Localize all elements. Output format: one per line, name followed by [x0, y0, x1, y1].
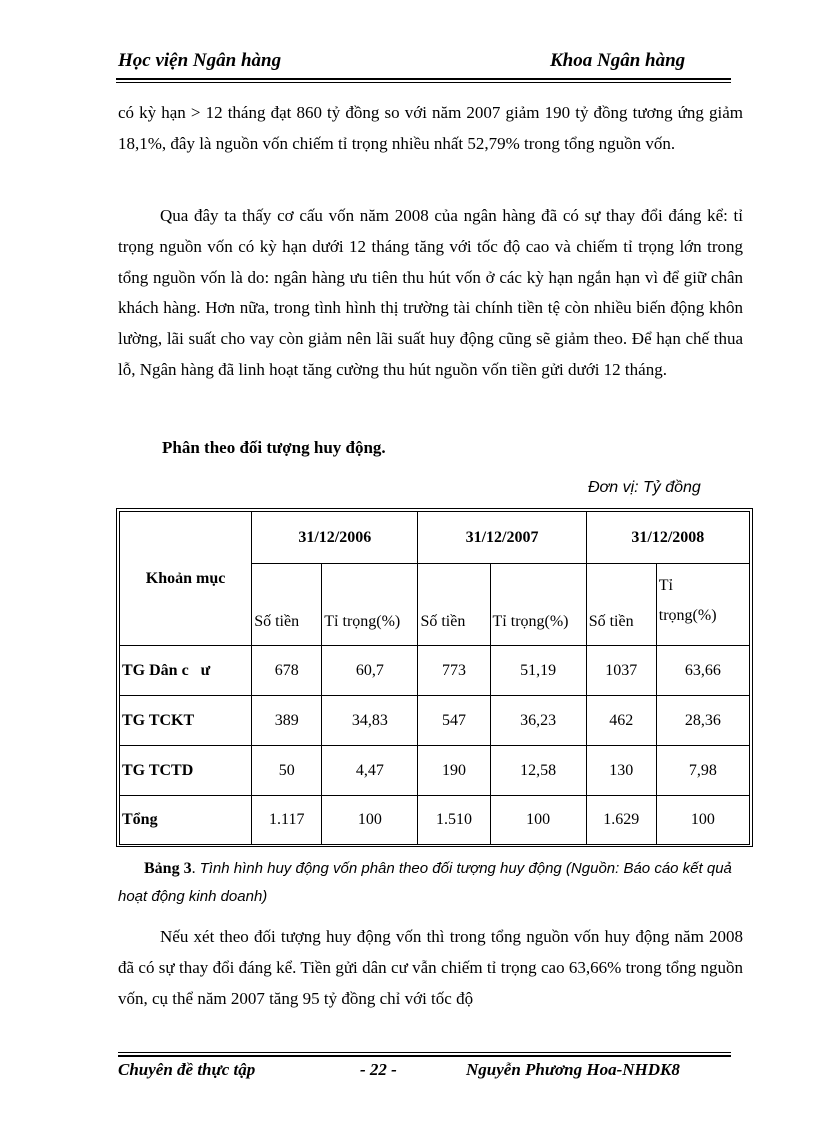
unit-label: Đơn vị: Tỷ đồng — [588, 479, 701, 496]
cell: 34,83 — [322, 696, 418, 746]
data-table-frame — [116, 508, 753, 847]
share-header-2007: Tỉ trọng(%) — [490, 564, 586, 646]
footer-title: Chuyên đề thực tập — [118, 1060, 256, 1079]
caption-text: Tình hình huy động vốn phân theo đối tượng huy động (Nguồn: Báo cáo kết quả hoạt động kinh doanh) — [118, 860, 732, 905]
deposit-table — [119, 511, 750, 845]
amount-header-2007: Số tiền — [418, 564, 490, 646]
row-label: TG TCKT — [120, 696, 252, 746]
table-row — [120, 746, 750, 796]
cell: 190 — [418, 746, 490, 796]
footer-rule-thin — [118, 1052, 731, 1053]
cell: 100 — [656, 796, 749, 845]
cell: 773 — [418, 646, 490, 696]
year-2008-header: 31/12/2008 — [586, 512, 749, 564]
cell: 63,66 — [656, 646, 749, 696]
footer-author: Nguyễn Phương Hoa-NHDK8 — [466, 1060, 680, 1079]
cell: 7,98 — [656, 746, 749, 796]
cell: 678 — [252, 646, 322, 696]
cell: 4,47 — [322, 746, 418, 796]
header-rule — [116, 78, 731, 80]
paragraph-2: Qua đây ta thấy cơ cấu vốn năm 2008 của ngân hàng đã có sự thay đổi đáng kể: tỉ trọng nguồn vốn có kỳ hạn dưới 12 tháng tăng với tốc độ cao và chiếm tỉ trọng lớn trong tổng nguồn vốn là do: ngân hàng ưu tiên thu hút vốn ở các kỳ hạn ngắn hạn vì để giữ chân khách hàng. Hơn nữa, trong tình hình thị trường tài chính tiền tệ còn nhiều biến động khôn lường, lãi suất cho vay còn giảm nên lãi suất huy động cũng sẽ giảm theo. Để hạn chế thua lỗ, Ngân hàng đã linh hoạt tăng cường thu hút nguồn vốn tiền gửi dưới 12 tháng. — [118, 206, 743, 379]
share-header-2008-a: Tỉ — [658, 577, 673, 594]
cell: 389 — [252, 696, 322, 746]
cell: 51,19 — [490, 646, 586, 696]
row-label: TG Dân c ư — [120, 646, 252, 696]
header-institution: Học viện Ngân hàng — [118, 50, 282, 71]
cell: 462 — [586, 696, 656, 746]
row-label: Tổng — [120, 796, 252, 845]
cell: 1.510 — [418, 796, 490, 845]
table-caption — [118, 855, 743, 911]
caption-label: Bảng 3 — [144, 860, 192, 877]
amount-header-2006: Số tiền — [252, 564, 322, 646]
row-header-cell: Khoản mục — [120, 512, 252, 646]
cell: 12,58 — [490, 746, 586, 796]
cell: 100 — [322, 796, 418, 845]
paragraph-1: có kỳ hạn > 12 tháng đạt 860 tỷ đồng so với năm 2007 giảm 190 tỷ đồng tương ứng giảm 18,1%, đây là nguồn vốn chiếm tỉ trọng nhiều nhất 52,79% trong tổng nguồn vốn. — [118, 103, 743, 153]
share-header-2008 — [656, 564, 749, 646]
cell: 36,23 — [490, 696, 586, 746]
cell: 1037 — [586, 646, 656, 696]
cell: 60,7 — [322, 646, 418, 696]
share-header-2006: Tỉ trọng(%) — [322, 564, 418, 646]
page-number: - 22 - — [360, 1060, 397, 1079]
cell: 1.117 — [252, 796, 322, 845]
caption-dot: . — [191, 860, 200, 877]
footer-rule — [118, 1055, 731, 1057]
cell: 100 — [490, 796, 586, 845]
cell: 547 — [418, 696, 490, 746]
share-header-2008-b: trọng(%) — [658, 607, 717, 624]
table-row — [120, 696, 750, 746]
cell: 130 — [586, 746, 656, 796]
cell: 50 — [252, 746, 322, 796]
amount-header-2008: Số tiền — [586, 564, 656, 646]
header-rule-thin — [116, 82, 731, 83]
row-label: TG TCTD — [120, 746, 252, 796]
year-2006-header: 31/12/2006 — [252, 512, 418, 564]
paragraph-3: Nếu xét theo đối tượng huy động vốn thì trong tổng nguồn vốn huy động năm 2008 đã có sự thay đổi đáng kể. Tiền gửi dân cư vẫn chiếm tỉ trọng cao 63,66% trong tổng nguồn vốn, cụ thể năm 2007 tăng 95 tỷ đồng chỉ với tốc độ — [118, 927, 743, 1008]
table-row — [120, 796, 750, 845]
table-row — [120, 646, 750, 696]
year-2007-header: 31/12/2007 — [418, 512, 586, 564]
section-subheading: Phân theo đối tượng huy động. — [162, 438, 386, 457]
header-faculty: Khoa Ngân hàng — [550, 50, 686, 71]
cell: 1.629 — [586, 796, 656, 845]
cell: 28,36 — [656, 696, 749, 746]
